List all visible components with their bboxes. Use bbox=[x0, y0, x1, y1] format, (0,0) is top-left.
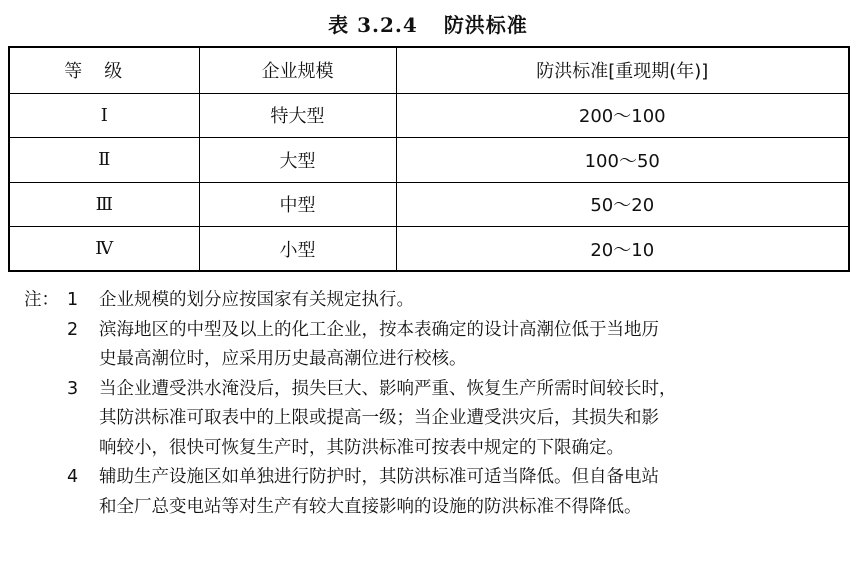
note-number: 3 bbox=[67, 378, 79, 399]
cell-standard: 100～50 bbox=[396, 138, 849, 183]
cell-scale: 小型 bbox=[199, 227, 396, 272]
note-line: 响较小，很快可恢复生产时，其防洪标准可按表中规定的下限确定。 bbox=[99, 437, 624, 458]
table-row bbox=[9, 138, 849, 183]
table-number: 表 3.2.4 bbox=[328, 13, 418, 37]
header-grade: 等级 bbox=[9, 47, 199, 93]
table-title: 防洪标准 bbox=[443, 13, 528, 37]
note-line: 滨海地区的中型及以上的化工企业，按本表确定的设计高潮位低于当地历 bbox=[99, 319, 659, 340]
table-row bbox=[9, 182, 849, 227]
note-item bbox=[24, 286, 854, 316]
cell-grade: Ⅱ bbox=[9, 138, 199, 183]
note-continuation bbox=[24, 493, 854, 523]
note-line: 其防洪标准可取表中的上限或提高一级；当企业遭受洪灾后，其损失和影 bbox=[99, 408, 659, 428]
table-row bbox=[9, 93, 849, 138]
note-line: 辅助生产设施区如单独进行防护时，其防洪标准可适当降低。但自备电站 bbox=[99, 467, 659, 487]
note-line: 当企业遭受洪水淹没后，损失巨大、影响严重、恢复生产所需时间较长时， bbox=[99, 378, 677, 399]
note-continuation bbox=[24, 434, 854, 464]
table-notes bbox=[24, 286, 854, 522]
note-item bbox=[24, 316, 854, 346]
table-caption bbox=[0, 9, 856, 38]
note-item bbox=[24, 463, 854, 493]
notes-prefix: 注： bbox=[24, 290, 59, 310]
table-header-row bbox=[9, 47, 849, 93]
cell-standard: 200～100 bbox=[396, 93, 849, 138]
note-number: 4 bbox=[67, 467, 79, 487]
header-standard: 防洪标准[重现期(年)] bbox=[396, 47, 849, 93]
cell-scale: 大型 bbox=[199, 138, 396, 183]
note-line: 史最高潮位时，应采用历史最高潮位进行校核。 bbox=[99, 349, 467, 369]
cell-grade: Ⅲ bbox=[9, 182, 199, 227]
note-continuation bbox=[24, 404, 854, 434]
flood-standard-table bbox=[8, 46, 850, 272]
cell-grade: Ⅰ bbox=[9, 93, 199, 138]
header-scale: 企业规模 bbox=[199, 47, 396, 93]
cell-grade: Ⅳ bbox=[9, 227, 199, 272]
note-number: 2 bbox=[67, 319, 79, 340]
note-continuation bbox=[24, 345, 854, 375]
note-line: 企业规模的划分应按国家有关规定执行。 bbox=[99, 290, 414, 310]
table-row bbox=[9, 227, 849, 272]
cell-scale: 特大型 bbox=[199, 93, 396, 138]
cell-standard: 50～20 bbox=[396, 182, 849, 227]
cell-scale: 中型 bbox=[199, 182, 396, 227]
note-number: 1 bbox=[67, 290, 79, 310]
cell-standard: 20～10 bbox=[396, 227, 849, 272]
note-item bbox=[24, 375, 854, 405]
note-line: 和全厂总变电站等对生产有较大直接影响的设施的防洪标准不得降低。 bbox=[99, 496, 642, 517]
